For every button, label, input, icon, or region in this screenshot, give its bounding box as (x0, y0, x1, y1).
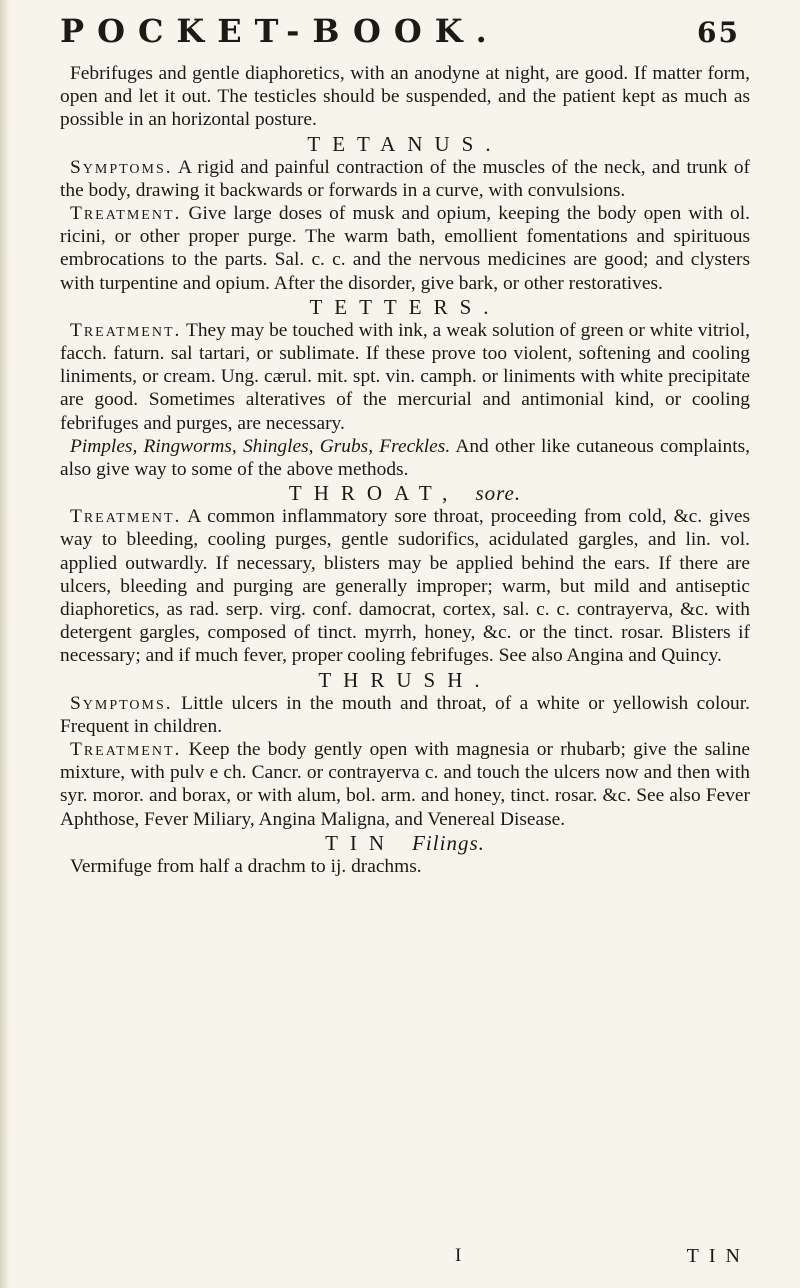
section-heading-tetters: TETTERS. (309, 294, 501, 319)
section-heading-tin: TIN Filings. (325, 830, 485, 855)
heading-subtitle: sore. (475, 481, 522, 506)
paragraph-label: Treatment. (70, 203, 182, 225)
section-heading-throat: THROAT, sore. (288, 481, 522, 506)
paragraph: Treatment. A common inflammatory sore throat, proceeding from cold, &c. gives way to bleeding, cooling purges, gentle sudorifics, acidulated gargles, and lin. vol. applied outwardly. If necessary, blisters may be applied behind the ears. If there are ulcers, bleeding and purging are generally improper; warm, but mild and antiseptic diaphoretics, as rad. serp. virg. conf. damocrat, cortex, sal. c. c. contrayerva, &c. with detergent gargles, composed of tinct. myrrh, honey, &c. or the tinct. rosar. Blisters if necessary; and if much fever, proper cooling febrifuges. See also Angina and Quincy. (60, 506, 751, 667)
running-title: POCKET-BOOK. (60, 12, 500, 50)
paragraph-label: Symptoms. (70, 692, 173, 714)
italic-lead: Pimples, Ringworms, Shingles, Grubs, Freckles. (70, 435, 451, 457)
page-number: 65 (697, 16, 740, 49)
catchword: TIN (686, 1245, 750, 1267)
paragraph: Pimples, Ringworms, Shingles, Grubs, Freckles. And other like cutaneous complaints, also give way to some of the above methods. (60, 435, 750, 481)
paragraph: Treatment. Keep the body gently open with magnesia or rhubarb; give the saline mixture, with pulv e ch. Cancr. or contrayerva c. and touch the ulcers now and then with syr. moror. and borax, or with alum, bol. arm. and honey, tinct. rosar. &c. See also Fever Aphthose, Fever Miliary, Angina Maligna, and Venereal Disease. (60, 739, 750, 830)
paragraph: Vermifuge from half a drachm to ij. drachms. (70, 855, 422, 877)
paragraph-label: Treatment. (70, 739, 182, 761)
paragraph-label: Symptoms. (70, 156, 173, 178)
page-edge-shadow (0, 0, 10, 1288)
paragraph-label: Treatment. (70, 506, 182, 528)
running-head (60, 12, 740, 50)
section-heading-tetanus: TETANUS. (307, 131, 503, 156)
paragraph: Treatment. They may be touched with ink, a weak solution of green or white vitriol, facch. faturn. sal tartari, or sublimate. If these prove too violent, softening and cooling liniments, or cream. Ung. cærul. mit. spt. vin. camph. or liniments with white precipitate are good. Sometimes alteratives of the mercurial and antimonial kind, or cooling febrifuges and purges, are necessary. (60, 319, 751, 434)
paragraph: Symptoms. Little ulcers in the mouth and throat, of a white or yellowish colour. Frequent in children. (60, 692, 750, 737)
paragraph-label: Treatment. (70, 319, 182, 341)
paragraph: Treatment. Give large doses of musk and opium, keeping the body open with ol. ricini, or other proper purge. The warm bath, emollient fomentations and spirituous embrocations to the parts. Sal. c. c. and the nervous medicines are good; and clysters with turpentine and opium. After the disorder, give bark, or other restoratives. (60, 203, 750, 294)
signature-mark: I (455, 1245, 462, 1266)
heading-subtitle: Filings. (412, 830, 485, 855)
paragraph: Symptoms. A rigid and painful contraction of the muscles of the neck, and trunk of the body, drawing it backwards or forwards in a curve, with convulsions. (60, 156, 751, 201)
body-text (60, 62, 750, 878)
section-heading-thrush: THRUSH. (318, 667, 492, 692)
paragraph: Febrifuges and gentle diaphoretics, with an anodyne at night, are good. If matter form, open and let it out. The testicles should be suspended, and the patient kept as much as possible in an horizontal posture. (60, 63, 750, 131)
